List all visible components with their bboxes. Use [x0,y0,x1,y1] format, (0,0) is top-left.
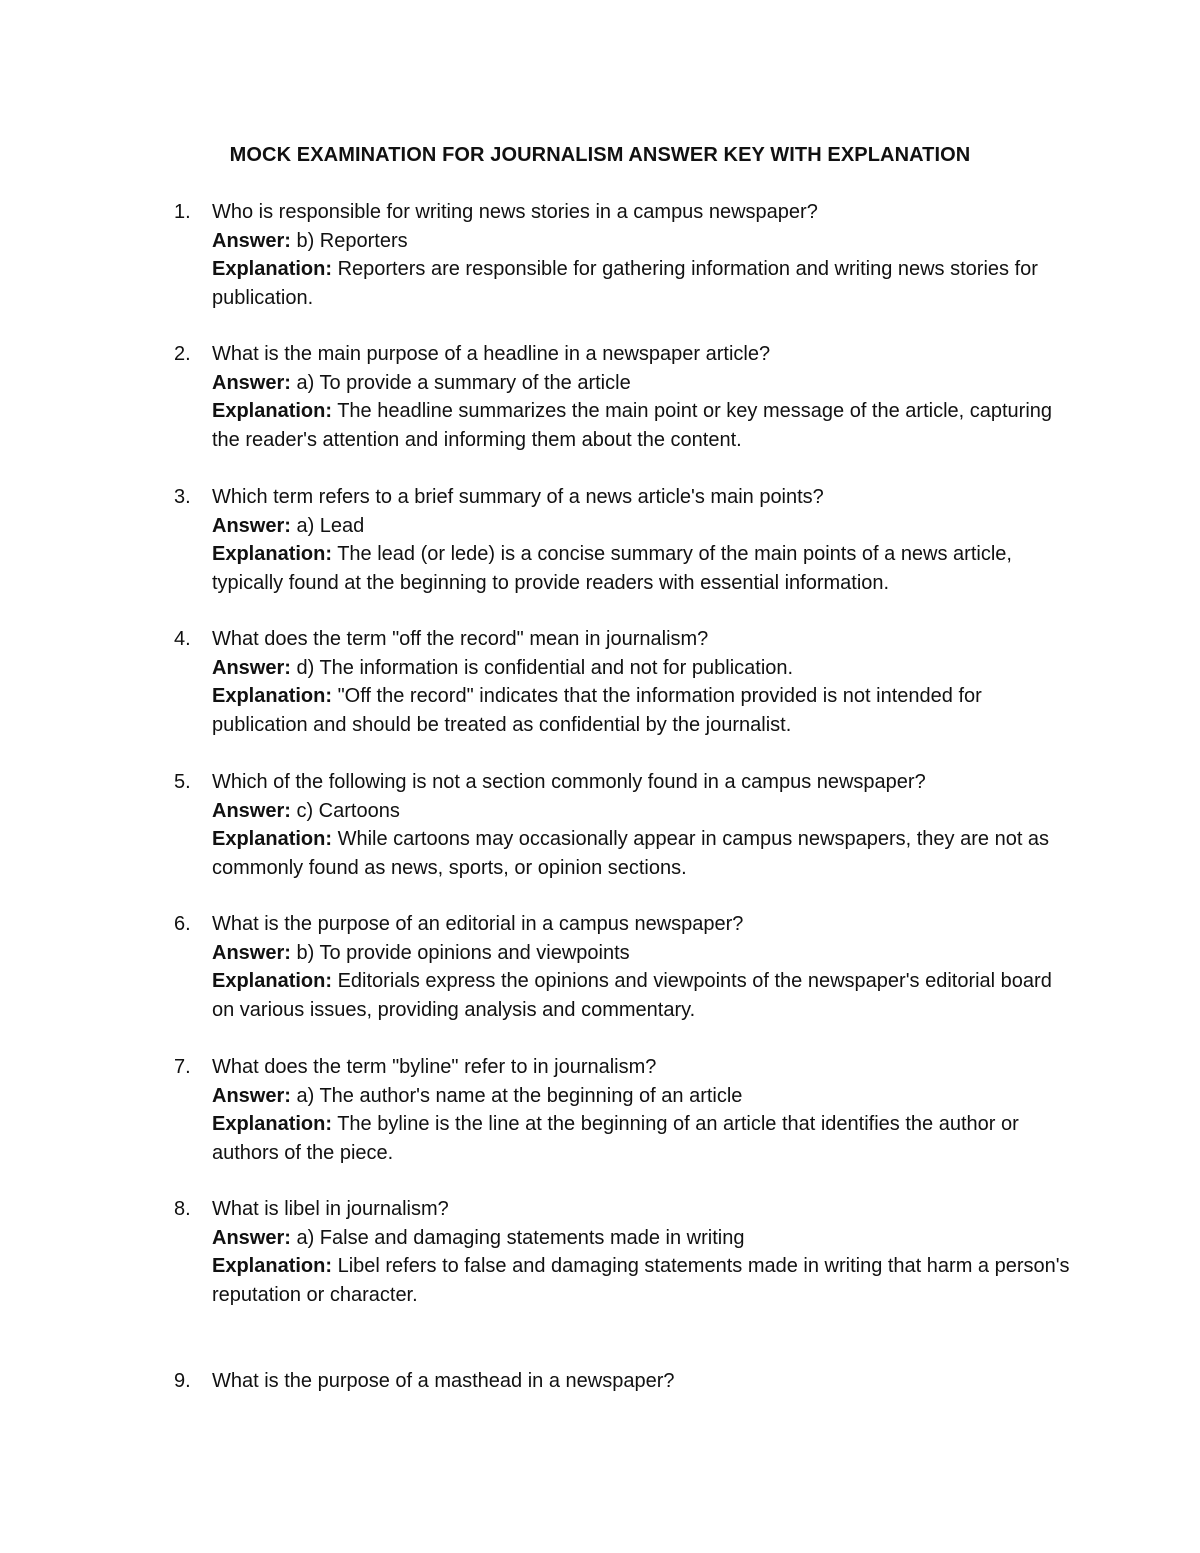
question-text: What is libel in journalism? [212,1198,449,1220]
question-text: Which term refers to a brief summary of a news article's main points? [212,486,824,508]
answer-label: Answer: [212,514,291,537]
explanation-label: Explanation: [212,828,333,850]
answer-label: Answer: [212,1084,291,1107]
answer-label: Answer: [212,1226,291,1249]
question-text: Which of the following is not a section commonly found in a campus newspaper? [212,771,926,793]
explanation-label: Explanation: [212,1113,333,1135]
answer-line [212,797,1072,826]
explanation-line [212,255,1072,312]
question-number: 8. [174,1198,191,1220]
answer-text: c) Cartoons [296,799,400,822]
question-text: Who is responsible for writing news stories in a campus newspaper? [212,201,818,223]
explanation-text: Editorials express the opinions and viewpoints of the newspaper's editorial board on various issues, providing analysis and commentary. [212,970,1052,1021]
explanation-text: The lead (or lede) is a concise summary of the main points of a news article, typically found at the beginning to provide readers with essential information. [212,543,1012,594]
explanation-text: The byline is the line at the beginning of an article that identifies the author or authors of the piece. [212,1113,1019,1164]
question-text: What is the main purpose of a headline in a newspaper article? [212,343,771,365]
explanation-label: Explanation: [212,970,333,992]
answer-line [212,654,1072,683]
answer-label: Answer: [212,799,291,822]
question-text: What does the term "off the record" mean in journalism? [212,628,709,650]
question-text: What is the purpose of an editorial in a campus newspaper? [212,913,744,935]
explanation-line [212,825,1072,882]
question-number: 9. [174,1370,191,1392]
explanation-label: Explanation: [212,400,333,422]
question-number: 2. [174,343,191,365]
question-number: 5. [174,771,191,793]
answer-line [212,939,1072,968]
explanation-line [212,1252,1072,1309]
answer-line [212,1224,1072,1253]
answer-line [212,227,1072,256]
explanation-line [212,397,1072,454]
explanation-text: Reporters are responsible for gathering information and writing news stories for publication. [212,258,1038,309]
answer-label: Answer: [212,229,291,252]
answer-line [212,512,1072,541]
answer-label: Answer: [212,941,291,964]
explanation-line [212,967,1072,1024]
answer-label: Answer: [212,656,291,679]
answer-text: b) To provide opinions and viewpoints [296,941,630,964]
answer-text: a) To provide a summary of the article [296,371,631,394]
question-number: 1. [174,201,191,223]
explanation-text: Libel refers to false and damaging statements made in writing that harm a person's reputation or character. [212,1255,1070,1306]
answer-text: a) False and damaging statements made in writing [296,1226,745,1249]
question-number: 4. [174,628,191,650]
answer-line [212,369,1072,398]
explanation-text: "Off the record" indicates that the information provided is not intended for publication and should be treated as confidential by the journalist. [212,685,982,736]
question-number: 6. [174,913,191,935]
explanation-line [212,540,1072,597]
explanation-line [212,682,1072,739]
answer-text: b) Reporters [296,229,408,252]
document-title: MOCK EXAMINATION FOR JOURNALISM ANSWER KEY WITH EXPLANATION [229,144,971,166]
answer-line [212,1082,1072,1111]
explanation-text: While cartoons may occasionally appear in campus newspapers, they are not as commonly found as news, sports, or opinion sections. [212,828,1050,879]
question-text: What is the purpose of a masthead in a newspaper? [212,1370,675,1392]
answer-label: Answer: [212,371,291,394]
question-text: What does the term "byline" refer to in journalism? [212,1056,657,1078]
answer-text: a) Lead [296,514,365,537]
question-number: 3. [174,486,191,508]
explanation-label: Explanation: [212,1255,333,1277]
explanation-label: Explanation: [212,543,333,565]
explanation-label: Explanation: [212,258,333,280]
explanation-label: Explanation: [212,685,333,707]
answer-text: d) The information is confidential and not for publication. [296,656,794,679]
answer-text: a) The author's name at the beginning of an article [296,1084,743,1107]
explanation-line [212,1110,1072,1167]
explanation-text: The headline summarizes the main point or key message of the article, capturing the reader's attention and informing them about the content. [212,400,1053,451]
question-number: 7. [174,1056,191,1078]
